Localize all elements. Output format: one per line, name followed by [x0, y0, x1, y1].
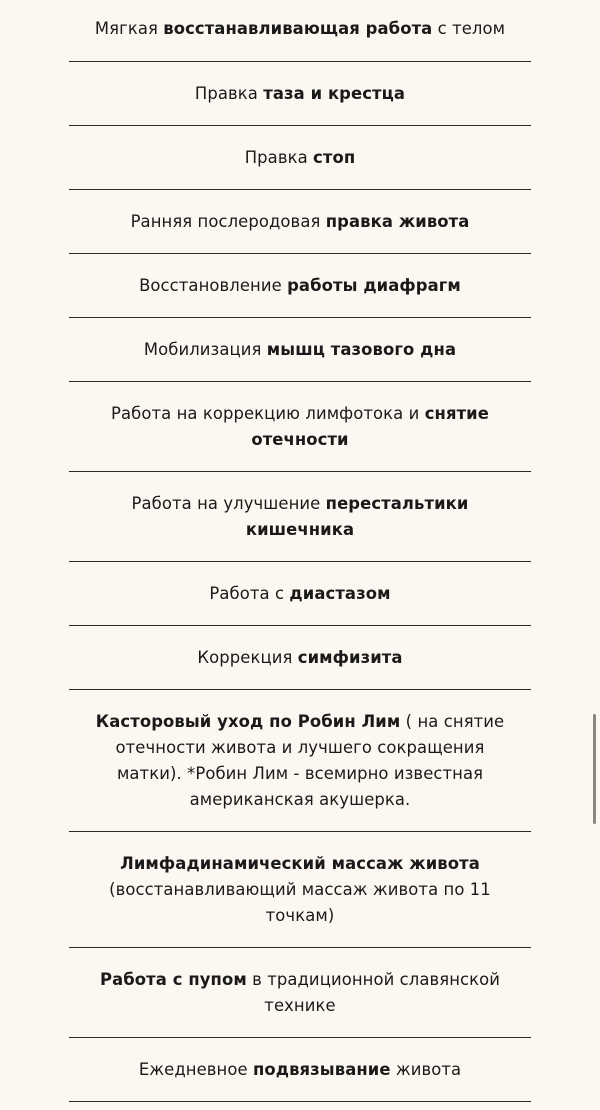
- list-item: [69, 126, 531, 190]
- list-item-text: [90, 709, 510, 813]
- list-item-text: [131, 209, 470, 235]
- item-text-regular: Восстановление: [139, 275, 288, 295]
- item-text-bold: Лимфадинамический массаж живота: [120, 853, 480, 873]
- item-text-regular: Ранняя послеродовая: [130, 211, 326, 231]
- list-item: [69, 1038, 531, 1102]
- scrollbar[interactable]: [593, 714, 596, 824]
- item-text-regular: Мягкая: [94, 19, 164, 38]
- services-list: [69, 0, 531, 1102]
- list-item-text: [197, 645, 402, 671]
- item-text-bold: подвязывание: [252, 1059, 391, 1079]
- list-item: [69, 254, 531, 318]
- list-item-text: [100, 851, 500, 929]
- item-text-regular: Мобилизация: [143, 339, 267, 359]
- list-item-text: [139, 273, 461, 299]
- list-item-text: [90, 967, 510, 1019]
- item-text-regular: Правка: [244, 147, 314, 167]
- item-text-regular: живота: [390, 1059, 462, 1079]
- item-text-bold: снятие отечности: [251, 403, 489, 449]
- list-item-text: [195, 81, 405, 107]
- list-item-text: [245, 145, 356, 171]
- list-item: [69, 190, 531, 254]
- item-text-bold: Касторовый уход по Робин Лим: [95, 711, 401, 731]
- list-item: [69, 318, 531, 382]
- item-text-bold: стоп: [313, 147, 356, 167]
- list-item-text: [144, 337, 456, 363]
- list-item: [69, 626, 531, 690]
- item-text-bold: симфизита: [297, 647, 403, 667]
- item-text-regular: Работа с: [209, 583, 290, 603]
- item-text-regular: Коррекция: [197, 647, 298, 667]
- list-item: [69, 562, 531, 626]
- item-text-regular: в традиционной славянской технике: [246, 969, 501, 1015]
- item-text-bold: правка живота: [325, 211, 470, 231]
- list-item-text: [95, 16, 505, 42]
- item-text-bold: таза и крестца: [263, 83, 406, 103]
- list-item-text: [120, 491, 480, 543]
- list-item: [69, 472, 531, 562]
- list-item: [69, 832, 531, 948]
- item-text-regular: Работа на коррекцию лимфотока и: [111, 403, 425, 423]
- item-text-regular: с телом: [432, 19, 506, 38]
- list-item-text: [209, 581, 390, 607]
- list-item-text: [139, 1057, 461, 1083]
- item-text-regular: (восстанавливающий массаж живота по 11 точкам): [109, 879, 491, 925]
- list-item: [69, 382, 531, 472]
- item-text-bold: мышц тазового дна: [266, 339, 457, 359]
- item-text-regular: Работа на улучшение: [131, 493, 326, 513]
- item-text-bold: Работа с пупом: [99, 969, 247, 989]
- list-item: [69, 62, 531, 126]
- list-item: [69, 690, 531, 832]
- item-text-regular: Правка: [194, 83, 264, 103]
- list-item: [69, 0, 531, 62]
- list-item: [69, 948, 531, 1038]
- item-text-bold: перестальтики кишечника: [245, 493, 469, 539]
- item-text-bold: работы диафрагм: [287, 275, 461, 295]
- item-text-bold: восстанавливающая работа: [163, 19, 433, 38]
- item-text-regular: Ежедневное: [138, 1059, 253, 1079]
- item-text-regular: ( на снятие отечности живота и лучшего сокращения матки). *Робин Лим - всемирно известная американская акушерка.: [115, 711, 505, 809]
- item-text-bold: диастазом: [289, 583, 391, 603]
- list-item-text: [105, 401, 495, 453]
